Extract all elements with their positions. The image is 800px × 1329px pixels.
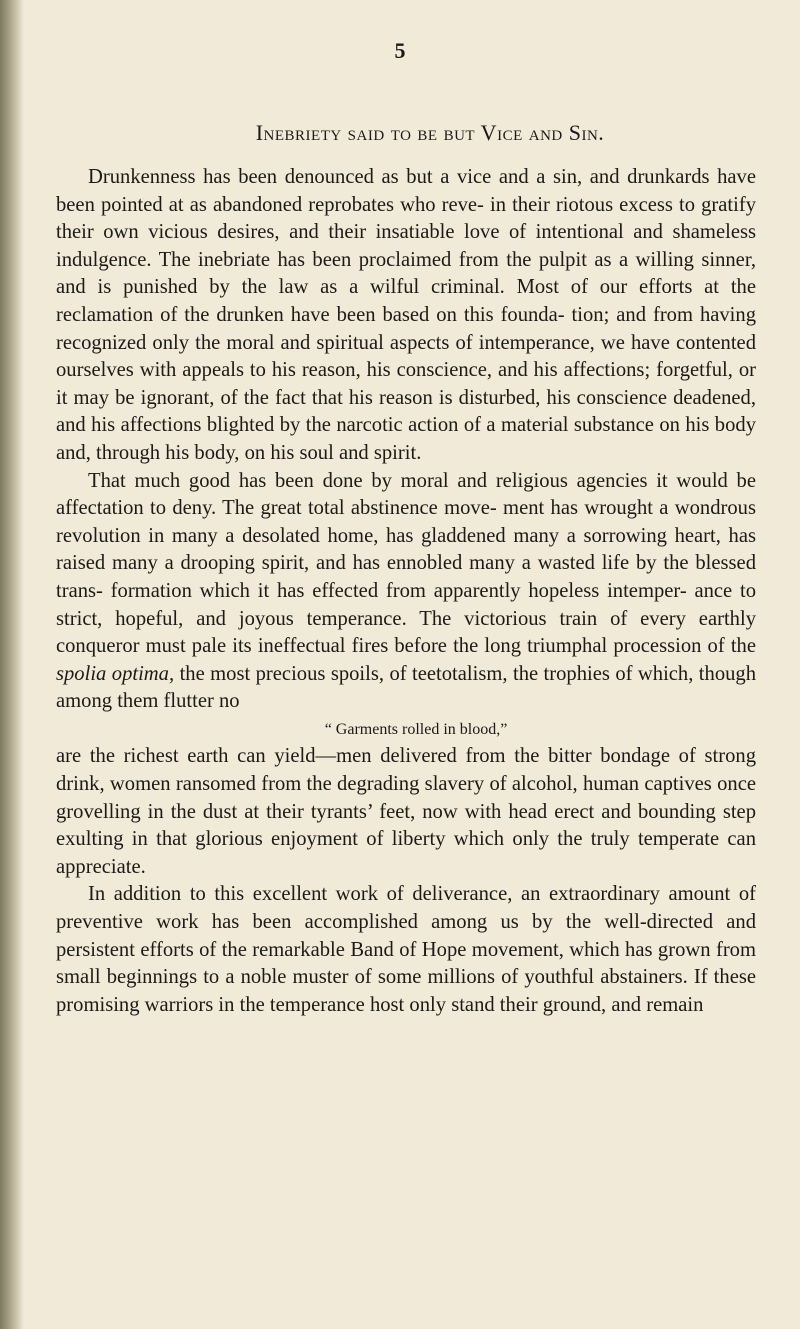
page-number: 5	[394, 38, 406, 63]
paragraph-1: Drunkenness has been denounced as but a vice and a sin, and drunkards have been pointed at as abandoned reprobates who reve- in their riotous excess to gratify their own vicious desires, and their insatiable love of intentional and shameless indulgence. The inebriate has been proclaimed from the pulpit as a willing sinner, and is punished by the law as a wilful criminal. Most of our efforts at the reclamation of the drunken have been based on this founda- tion; and from having recognized only the moral and spiritual aspects of intemperance, we have contented ourselves with appeals to his reason, his conscience, and his affections; forgetful, or it may be ignorant, of the fact that his reason is disturbed, his conscience deadened, and his affections blighted by the narcotic action of a material substance on his body and, through his body, on his soul and spirit.	[56, 166, 756, 464]
section-heading: Inebriety said to be but Vice and Sin.	[255, 120, 605, 145]
body-text	[56, 164, 756, 1019]
paragraph-4: In addition to this excellent work of deliverance, an extraordinary amount of preventive work has been accomplished among us by the well-directed and persistent efforts of the remarkable Band of Hope movement, which has grown from small beginnings to a noble muster of some millions of youthful abstainers. If these promising warriors in the temperance host only stand their ground, and remain	[56, 883, 756, 1016]
paragraph-2-italic: spolia optima,	[56, 662, 175, 685]
page-edge-shadow	[0, 0, 24, 1329]
paragraph-2	[56, 468, 756, 716]
paragraph-3: are the richest earth can yield—men delivered from the bitter bondage of strong drink, women ransomed from the degrading slavery of alcohol, human captives once grovelling in the dust at their tyrants’ feet, now with head erect and bounding step exulting in that glorious enjoyment of liberty which only the truly temperate can appreciate.	[56, 745, 756, 878]
paragraph-2-text-a: That much good has been done by moral and religious agencies it would be affectation to deny. The great total abstinence move- ment has wrought a wondrous revolution in many a desolated home, has gladdened many a sorrowing heart, has raised many a drooping spirit, and has ennobled many a wasted life by the blessed trans- formation which it has effected from apparently hopeless intemper- ance to strict, hopeful, and joyous temperance. The victorious train of every earthly conqueror must pale its ineffectual fires before the long triumphal procession of the	[56, 469, 756, 658]
quotation: “ Garments rolled in blood,”	[324, 720, 508, 738]
paragraph-2-text-b: the most precious spoils, of teetotalism, the trophies of which, though among them flutter no	[56, 662, 757, 713]
